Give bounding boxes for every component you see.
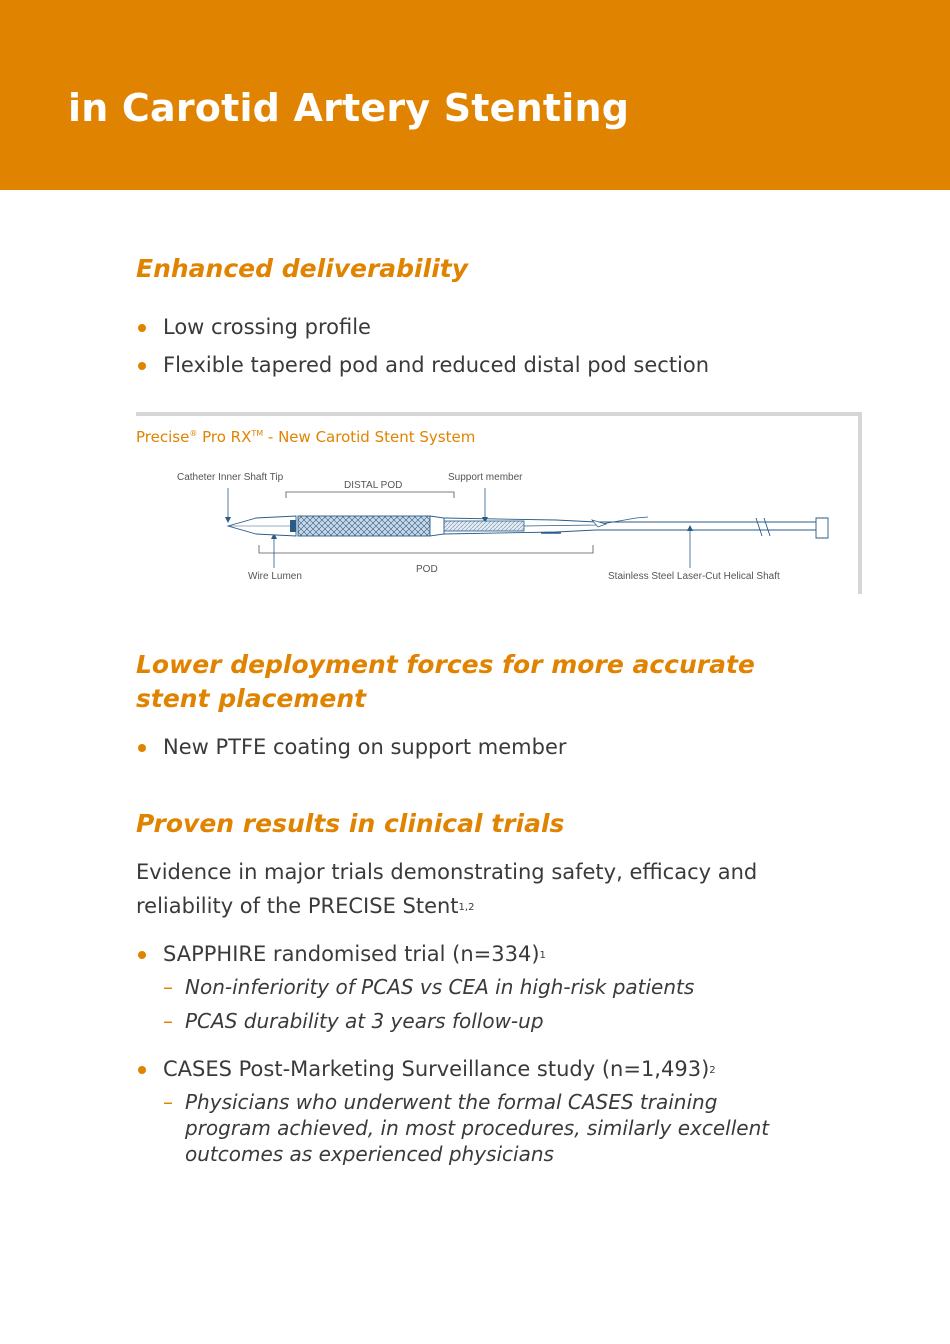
cases-points <box>163 1089 803 1175</box>
marker-band <box>290 520 296 532</box>
trial-list-cases <box>136 1050 836 1088</box>
label-support-member: Support member <box>448 472 523 483</box>
page-title: in Carotid Artery Stenting <box>68 86 630 130</box>
port-notch <box>592 520 606 527</box>
proximal-hub <box>816 518 828 538</box>
list-item: Low crossing profile <box>136 308 836 346</box>
label-catheter-tip: Catheter Inner Shaft Tip <box>177 472 284 483</box>
label-wire-lumen: Wire Lumen <box>248 571 302 582</box>
deliverability-list <box>136 308 836 384</box>
pod-bracket <box>259 545 593 553</box>
figure-title: Precise® Pro RX™ - New Carotid Stent System <box>136 428 476 446</box>
list-item: – PCAS durability at 3 years follow-up <box>163 1008 823 1034</box>
section-heading-clinical: Proven results in clinical trials <box>136 809 565 838</box>
header-banner <box>0 0 950 190</box>
section-heading-deployment: Lower deployment forces for more accurate stent placement <box>136 650 755 713</box>
label-pod: POD <box>416 564 438 575</box>
list-item: – Physicians who underwent the formal CASES training program achieved, in most procedures, similarly excellent outcomes as experienced physicians <box>163 1089 803 1167</box>
list-item: New PTFE coating on support member <box>136 728 836 766</box>
shaft-break <box>756 518 770 536</box>
deployment-list <box>136 728 836 766</box>
list-item: – Non-inferiority of PCAS vs CEA in high-risk patients <box>163 974 823 1000</box>
list-item: CASES Post-Marketing Surveillance study (n=1,493)$^2$ <box>136 1050 836 1088</box>
support-member <box>444 521 524 531</box>
label-distal-pod: DISTAL POD <box>344 480 403 491</box>
sapphire-points <box>163 974 823 1042</box>
section-heading-deliverability: Enhanced deliverability <box>136 254 469 283</box>
pod-taper <box>430 516 444 536</box>
label-shaft: Stainless Steel Laser-Cut Helical Shaft <box>608 571 780 582</box>
list-item: Flexible tapered pod and reduced distal pod section <box>136 346 836 384</box>
distal-pod-bracket <box>286 492 454 498</box>
clinical-intro: Evidence in major trials demonstrating safety, efficacy and reliability of the PRECISE Stent$^{1,2}$ <box>136 860 758 918</box>
trial-list-sapphire <box>136 935 836 973</box>
tip-arrowhead <box>225 517 231 523</box>
stent-mesh <box>298 516 430 536</box>
stent-system-diagram <box>136 460 836 590</box>
list-item: SAPPHIRE randomised trial (n=334)$^1$ <box>136 935 836 973</box>
